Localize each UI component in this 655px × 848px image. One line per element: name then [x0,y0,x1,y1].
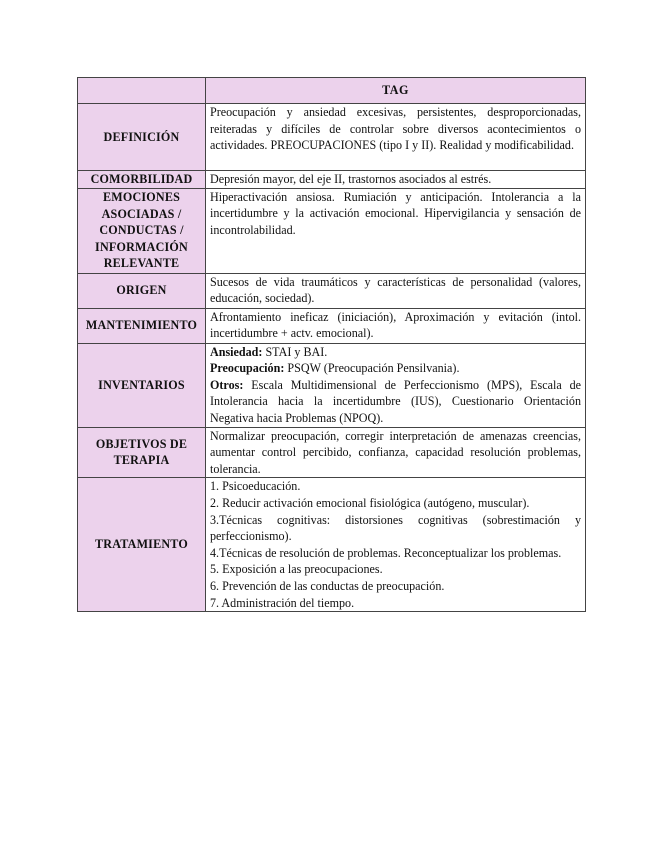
inventory-item [210,344,581,361]
table-row-tratamiento [78,478,586,612]
row-content: Normalizar preocupación, corregir interpretación de amenazas creencias, aumentar control percibido, confianza, capacidad resolución problemas, tolerancia. [206,427,586,478]
treatment-item: 6. Prevención de las conductas de preocupación. [210,578,445,593]
treatment-item: 2. Reducir activación emocional fisiológica (autógeno, muscular). [210,495,530,510]
table-row-inventarios [78,343,586,427]
table-row-emociones [78,188,586,273]
row-label: EMOCIONES ASOCIADAS / CONDUCTAS / INFORMACIÓN RELEVANTE [78,188,206,273]
table-row-comorbilidad [78,171,586,189]
row-label: OBJETIVOS DE TERAPIA [78,427,206,478]
header-blank-cell [78,78,206,104]
table-row-origen [78,273,586,308]
inventory-item [210,360,581,377]
treatment-item: 3.Técnicas cognitivas: distorsiones cognitivas (sobrestimación y perfeccionismo). [210,512,581,544]
row-content: Depresión mayor, del eje II, trastornos asociados al estrés. [206,171,586,189]
inventory-text: Escala Multidimensional de Perfeccionismo (MPS), Escala de Intolerancia hacia la incertidumbre (IUS), Cuestionario Orientación Negativa hacia Problemas (NPOQ). [210,377,581,425]
row-label: ORIGEN [78,273,206,308]
table-header-row [78,78,586,104]
row-label: INVENTARIOS [78,343,206,427]
inventory-key: Otros: [210,377,244,392]
inventory-key: Preocupación: [210,361,285,376]
row-label: MANTENIMIENTO [78,308,206,343]
row-label: COMORBILIDAD [78,171,206,189]
treatment-item: 7. Administración del tiempo. [210,595,355,610]
inventory-key: Ansiedad: [210,344,263,359]
inventory-text: STAI y BAI. [262,344,328,359]
row-label: DEFINICIÓN [78,104,206,171]
row-content: Sucesos de vida traumáticos y características de personalidad (valores, educación, sociedad). [206,273,586,308]
treatment-item: 5. Exposición a las preocupaciones. [210,562,383,577]
treatment-item: 1. Psicoeducación. [210,479,301,494]
row-content: Preocupación y ansiedad excesivas, persistentes, desproporcionadas, reiteradas y difíciles de controlar sobre diversos acontecimientos o actividades. PREOCUPACIONES (tipo I y II). Realidad y modificabilidad. [206,104,586,171]
treatment-item: 4.Técnicas de resolución de problemas. Reconceptualizar los problemas. [210,545,562,560]
table-row-objetivos [78,427,586,478]
row-label: TRATAMIENTO [78,478,206,612]
table-title: TAG [206,78,586,104]
row-content [206,478,586,612]
row-content [206,343,586,427]
table-row-mantenimiento [78,308,586,343]
row-content: Hiperactivación ansiosa. Rumiación y anticipación. Intolerancia a la incertidumbre y la activación emocional. Hipervigilancia y sensación de incontrolabilidad. [206,188,586,273]
row-content: Afrontamiento ineficaz (iniciación), Aproximación y evitación (intol. incertidumbre + actv. emocional). [206,308,586,343]
tag-table [77,77,586,612]
table-row-definicion [78,104,586,171]
inventory-item [210,377,581,427]
inventory-text: PSQW (Preocupación Pensilvania). [284,361,460,376]
